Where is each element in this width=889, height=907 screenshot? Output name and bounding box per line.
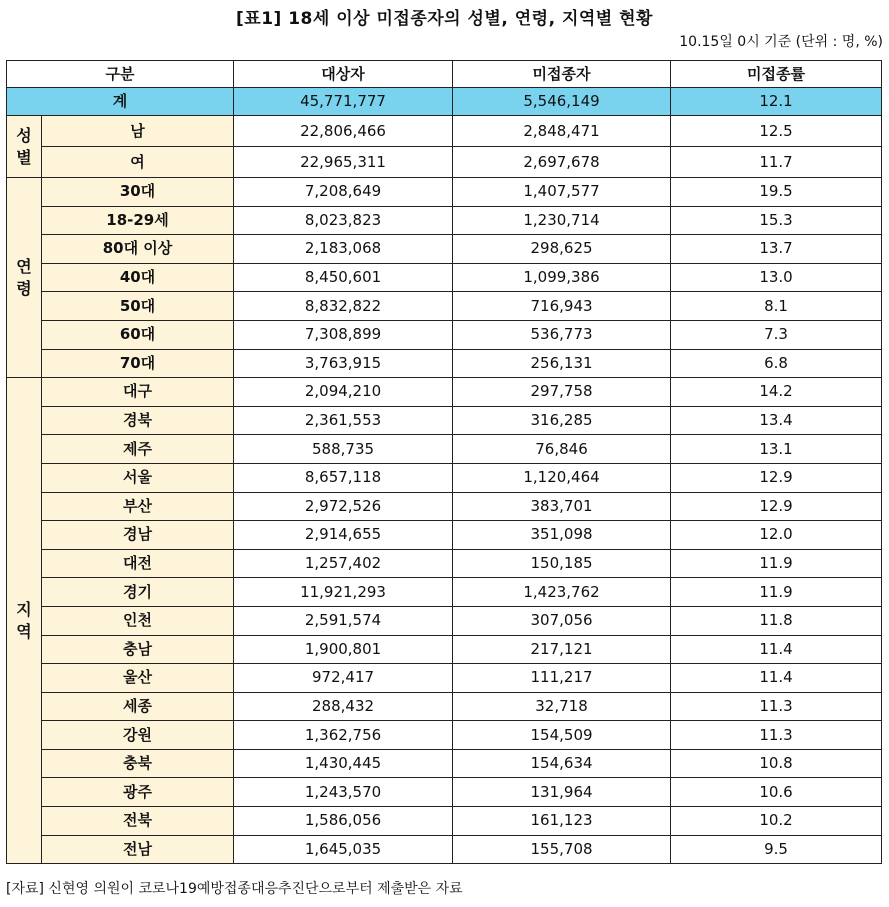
row-target: 11,921,293 [234,578,453,607]
row-target: 22,965,311 [234,147,453,178]
row-unvaccinated: 154,509 [453,721,671,750]
total-target: 45,771,777 [234,88,453,116]
row-target: 288,432 [234,692,453,721]
table-subtitle: 10.15일 0시 기준 (단위 : 명, %) [679,34,883,50]
table-row [7,463,882,492]
row-unvaccinated: 131,964 [453,778,671,807]
row-label: 전북 [42,807,234,836]
table-row [7,492,882,521]
total-unvaccinated: 5,546,149 [453,88,671,116]
table-row [7,549,882,578]
group-label-text: 지역 [16,600,32,641]
header-rate: 미접종률 [671,61,882,88]
row-rate: 11.3 [671,721,882,750]
row-target: 8,832,822 [234,292,453,321]
row-rate: 13.1 [671,435,882,464]
row-unvaccinated: 161,123 [453,807,671,836]
table-row [7,578,882,607]
table-row [7,835,882,864]
table-row [7,521,882,550]
source-note: [자료] 신현영 의원이 코로나19예방접종대응추진단으로부터 제출받은 자료 [6,881,463,897]
row-rate: 11.9 [671,578,882,607]
row-label: 대전 [42,549,234,578]
row-label: 충북 [42,749,234,778]
row-unvaccinated: 76,846 [453,435,671,464]
table-row [7,292,882,321]
table-row [7,378,882,407]
row-unvaccinated: 536,773 [453,320,671,349]
row-rate: 11.3 [671,692,882,721]
row-rate: 15.3 [671,206,882,235]
row-target: 2,591,574 [234,606,453,635]
table-row [7,606,882,635]
row-rate: 12.9 [671,492,882,521]
row-unvaccinated: 111,217 [453,664,671,693]
header-category: 구분 [7,61,234,88]
group-label [7,378,42,864]
row-unvaccinated: 316,285 [453,406,671,435]
row-label: 세종 [42,692,234,721]
row-target: 2,183,068 [234,235,453,264]
table-row [7,721,882,750]
row-label: 30대 [42,178,234,207]
group-label-text: 연령 [16,256,32,298]
row-rate: 13.0 [671,263,882,292]
row-unvaccinated: 351,098 [453,521,671,550]
row-rate: 12.5 [671,116,882,147]
row-target: 972,417 [234,664,453,693]
table-row [7,778,882,807]
row-target: 1,586,056 [234,807,453,836]
table-row [7,664,882,693]
row-rate: 13.4 [671,406,882,435]
row-label: 60대 [42,320,234,349]
row-rate: 8.1 [671,292,882,321]
table-row [7,235,882,264]
row-rate: 11.4 [671,635,882,664]
row-target: 588,735 [234,435,453,464]
row-label: 전남 [42,835,234,864]
row-target: 1,900,801 [234,635,453,664]
header-row [7,61,882,88]
row-rate: 10.2 [671,807,882,836]
row-rate: 11.4 [671,664,882,693]
row-label: 40대 [42,263,234,292]
row-label: 18-29세 [42,206,234,235]
row-rate: 12.9 [671,463,882,492]
row-rate: 6.8 [671,349,882,378]
row-unvaccinated: 1,407,577 [453,178,671,207]
row-rate: 10.6 [671,778,882,807]
row-target: 7,208,649 [234,178,453,207]
table-row [7,692,882,721]
row-target: 1,362,756 [234,721,453,750]
row-target: 8,450,601 [234,263,453,292]
row-unvaccinated: 297,758 [453,378,671,407]
row-unvaccinated: 150,185 [453,549,671,578]
row-label: 70대 [42,349,234,378]
table-row [7,147,882,178]
row-label: 50대 [42,292,234,321]
row-target: 8,023,823 [234,206,453,235]
row-unvaccinated: 1,099,386 [453,263,671,292]
table-row [7,263,882,292]
group-label [7,116,42,178]
row-target: 8,657,118 [234,463,453,492]
table-row [7,807,882,836]
row-label: 여 [42,147,234,178]
row-label: 경북 [42,406,234,435]
row-unvaccinated: 1,423,762 [453,578,671,607]
row-target: 1,257,402 [234,549,453,578]
row-target: 22,806,466 [234,116,453,147]
row-unvaccinated: 2,697,678 [453,147,671,178]
total-rate: 12.1 [671,88,882,116]
row-label: 서울 [42,463,234,492]
group-label-text: 성별 [16,125,32,167]
row-label: 울산 [42,664,234,693]
total-row [7,88,882,116]
row-rate: 7.3 [671,320,882,349]
table-row [7,206,882,235]
row-target: 2,361,553 [234,406,453,435]
row-target: 1,243,570 [234,778,453,807]
row-target: 7,308,899 [234,320,453,349]
table-row [7,320,882,349]
row-target: 2,094,210 [234,378,453,407]
table-row [7,178,882,207]
total-label: 계 [7,88,234,116]
row-target: 3,763,915 [234,349,453,378]
table-row [7,406,882,435]
row-rate: 19.5 [671,178,882,207]
table-row [7,116,882,147]
row-unvaccinated: 155,708 [453,835,671,864]
row-unvaccinated: 2,848,471 [453,116,671,147]
row-label: 제주 [42,435,234,464]
row-unvaccinated: 383,701 [453,492,671,521]
row-target: 2,972,526 [234,492,453,521]
row-unvaccinated: 307,056 [453,606,671,635]
table-row [7,635,882,664]
table-row [7,349,882,378]
row-label: 부산 [42,492,234,521]
header-unvaccinated: 미접종자 [453,61,671,88]
row-label: 남 [42,116,234,147]
row-target: 2,914,655 [234,521,453,550]
row-rate: 10.8 [671,749,882,778]
row-rate: 14.2 [671,378,882,407]
row-label: 80대 이상 [42,235,234,264]
row-unvaccinated: 256,131 [453,349,671,378]
row-unvaccinated: 32,718 [453,692,671,721]
row-rate: 12.0 [671,521,882,550]
row-label: 경남 [42,521,234,550]
row-unvaccinated: 1,120,464 [453,463,671,492]
row-rate: 9.5 [671,835,882,864]
row-label: 강원 [42,721,234,750]
row-label: 경기 [42,578,234,607]
row-rate: 11.8 [671,606,882,635]
vaccination-table [6,60,882,864]
table-row [7,749,882,778]
row-unvaccinated: 154,634 [453,749,671,778]
row-label: 광주 [42,778,234,807]
table-title: [표1] 18세 이상 미접종자의 성별, 연령, 지역별 현황 [236,9,653,29]
row-unvaccinated: 298,625 [453,235,671,264]
row-target: 1,645,035 [234,835,453,864]
row-label: 대구 [42,378,234,407]
row-rate: 11.9 [671,549,882,578]
row-unvaccinated: 716,943 [453,292,671,321]
row-label: 충남 [42,635,234,664]
row-label: 인천 [42,606,234,635]
group-label [7,178,42,378]
row-unvaccinated: 1,230,714 [453,206,671,235]
table-row [7,435,882,464]
row-unvaccinated: 217,121 [453,635,671,664]
row-rate: 11.7 [671,147,882,178]
row-rate: 13.7 [671,235,882,264]
header-target: 대상자 [234,61,453,88]
row-target: 1,430,445 [234,749,453,778]
